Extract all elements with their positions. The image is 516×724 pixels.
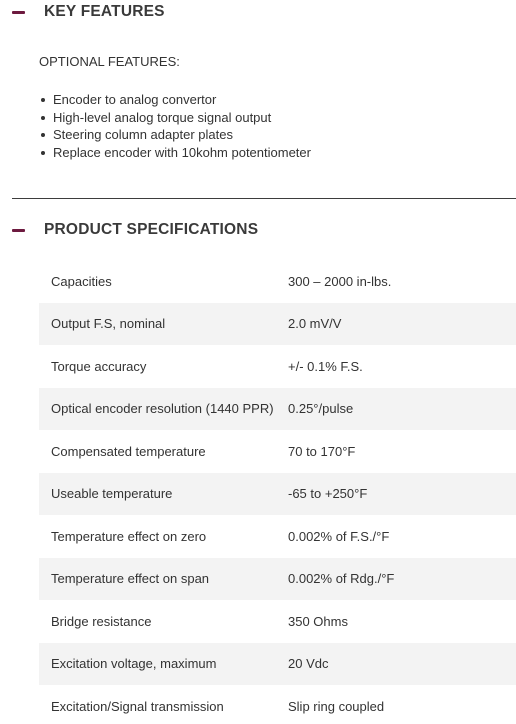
table-row — [39, 303, 516, 346]
list-item: Encoder to analog convertor — [39, 91, 311, 109]
table-row — [39, 430, 516, 473]
table-row — [39, 685, 516, 724]
spec-value: 0.25°/pulse — [288, 401, 354, 417]
spec-value: 2.0 mV/V — [288, 316, 342, 332]
spec-label: Capacities — [51, 273, 112, 289]
spec-label: Bridge resistance — [51, 613, 152, 629]
spec-value: 350 Ohms — [288, 613, 348, 629]
spec-label: Excitation voltage, maximum — [51, 656, 217, 672]
table-row — [39, 388, 516, 431]
spec-label: Useable temperature — [51, 486, 173, 502]
collapse-minus-icon[interactable] — [12, 11, 25, 14]
spec-label: Optical encoder resolution (1440 PPR) — [51, 401, 274, 417]
spec-value: 20 Vdc — [288, 656, 329, 672]
table-row — [39, 643, 516, 686]
spec-value: 0.002% of F.S./°F — [288, 528, 390, 544]
optional-features-list — [39, 91, 311, 161]
spec-label: Excitation/Signal transmission — [51, 698, 224, 714]
collapse-minus-icon[interactable] — [12, 229, 25, 232]
spec-label: Temperature effect on zero — [51, 528, 207, 544]
key-features-header[interactable] — [12, 3, 165, 21]
spec-label: Temperature effect on span — [51, 571, 210, 587]
product-specifications-title: PRODUCT SPECIFICATIONS — [44, 221, 259, 238]
list-item: Steering column adapter plates — [39, 126, 311, 144]
table-row — [39, 600, 516, 643]
table-row — [39, 558, 516, 601]
table-row — [39, 473, 516, 516]
product-specifications-header[interactable] — [12, 221, 258, 239]
spec-label: Output F.S, nominal — [51, 316, 166, 332]
specifications-table — [39, 260, 516, 724]
spec-label: Torque accuracy — [51, 358, 147, 374]
list-item: High-level analog torque signal output — [39, 109, 311, 127]
spec-value: Slip ring coupled — [288, 698, 385, 714]
spec-value: 300 – 2000 in-lbs. — [288, 273, 392, 289]
table-row — [39, 260, 516, 303]
section-divider — [12, 198, 516, 199]
table-row — [39, 515, 516, 558]
spec-value: +/- 0.1% F.S. — [288, 358, 363, 374]
spec-label: Compensated temperature — [51, 443, 206, 459]
spec-value: 70 to 170°F — [288, 443, 356, 459]
key-features-title: KEY FEATURES — [44, 3, 165, 20]
spec-value: -65 to +250°F — [288, 486, 368, 502]
optional-features-title: OPTIONAL FEATURES: — [39, 54, 180, 69]
spec-value: 0.002% of Rdg./°F — [288, 571, 395, 587]
table-row — [39, 345, 516, 388]
list-item: Replace encoder with 10kohm potentiometer — [39, 144, 311, 162]
